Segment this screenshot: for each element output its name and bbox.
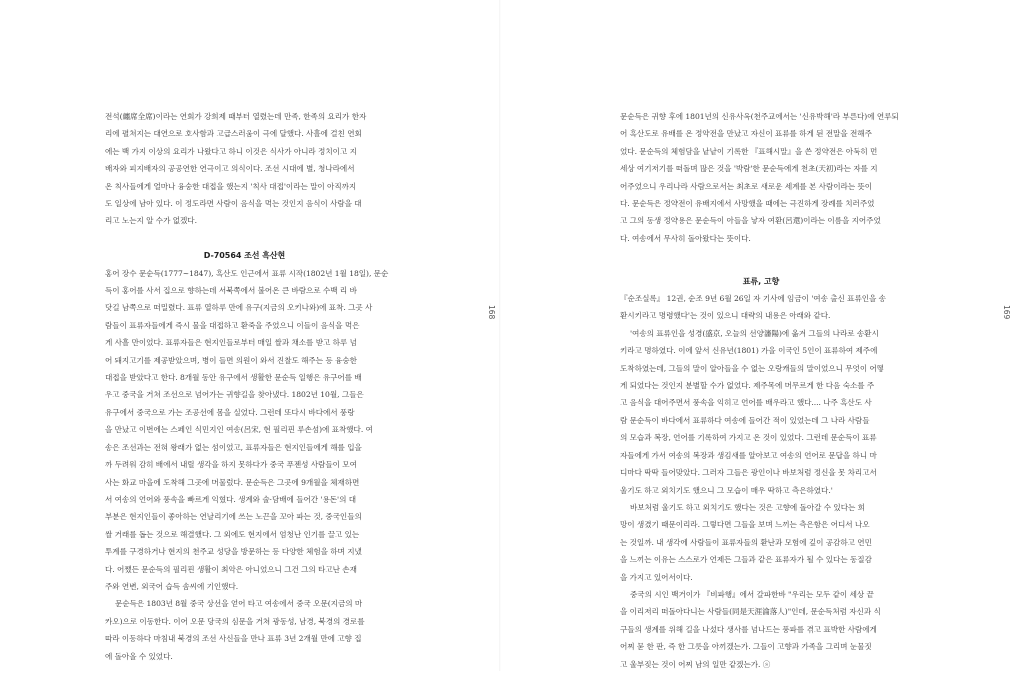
text-line: 에 돌아올 수 있었다.: [105, 651, 173, 661]
text-line: 리에 펼쳐지는 대연으로 호사함과 고급스러움이 극에 달했다. 사흘에 걸친 연회: [105, 129, 362, 139]
text-line: 문순득은 1803년 8월 중국 상선을 얻어 타고 여송에서 중국 오문(지금의 마: [115, 599, 363, 609]
text-line: 을 느끼는 이유는 스스로가 언제든 그들과 같은 표류자가 될 수 있다는 동질감: [620, 555, 872, 565]
text-line: 을 만났고 이번에는 스페인 식민지인 여송(呂宋, 현 필리핀 루손섬)에 표착했다. 여: [105, 425, 373, 435]
page-number-left: 168: [487, 305, 496, 320]
right-page: [500, 0, 1011, 671]
text-line: 고 울부짖는 것이 어찌 남의 일만 같겠는가. ⓢ: [620, 659, 771, 669]
text-line: 자들에게 가서 여송의 복장과 생김새를 알아보고 여송의 언어로 문답을 하니 마: [620, 450, 877, 460]
text-line: 세상 여기저기를 떠돌며 많은 것을 '박람'한 문순득에게 천초(天初)라는 자를 지: [620, 164, 878, 174]
page-number-right: 169: [1002, 305, 1011, 320]
text-line: 게 사흘 만이었다. 표류자들은 현지인들로부터 매일 쌀과 채소를 받고 하루 넘: [105, 338, 357, 348]
text-line: 까 두려워 감히 배에서 내릴 생각을 하지 못하다가 중국 푸젠성 사람들이 모여: [105, 460, 357, 470]
left-text-column: [105, 108, 389, 665]
text-line: 다. 여송에서 무사히 돌아왔다는 뜻이다.: [620, 233, 751, 243]
text-line: 람들이 표류자들에게 즉시 물을 대접하고 환죽을 주었으니 이들이 음식을 먹은: [105, 320, 360, 330]
text-line: 배자와 피지배자의 공공연한 연극이고 의식이다. 조선 시대에 별, 청나라에서: [105, 164, 355, 174]
text-line: 어 돼지고기를 제공받았으며, 병이 들면 의원이 와서 진찰도 해주는 등 융숭한: [105, 355, 357, 365]
text-line: 우고 중국을 거쳐 조선으로 넘어가는 귀향길을 찾아냈다. 1802년 10월, 그들은: [105, 390, 364, 400]
left-paragraph-3: [105, 595, 384, 665]
right-paragraph-1: [620, 108, 902, 247]
right-paragraph-2: [620, 290, 902, 325]
text-line: 환시키라고 명령했다'는 것이 있으니 대략의 내용은 아래와 같다.: [620, 311, 831, 321]
text-line: 득이 홍어를 사서 집으로 향하는데 서북쪽에서 불어온 큰 바람으로 수백 리 바: [105, 286, 357, 296]
text-line: 을 이리저리 떠돌아다니는 사람들(同是天涯淪落人)"인데, 문순득처럼 자신과 식: [620, 607, 881, 617]
text-line: '여송의 표류인을 성경(盛京, 오늘의 선양瀋陽)에 옮겨 그들의 나라로 송환시: [630, 328, 879, 338]
text-line: 유구에서 중국으로 가는 조공선에 몸을 실었다. 그런데 또다시 바다에서 풍랑: [105, 407, 355, 417]
text-line: 쌀 거래를 돕는 것으로 해결했다. 그 외에도 현지에서 엄청난 인기를 끌고 있는: [105, 529, 360, 539]
text-line: 어 흑산도로 유배를 온 정약전을 만났고 자신이 표류를 하게 된 전말을 전해주: [620, 129, 872, 139]
text-line: 울기도 하고 외치기도 했으니 그 모습이 매우 딱하고 측은하였다.': [620, 485, 833, 495]
text-line: 전석(纏席全席)이라는 연회가 강희제 때부터 열렸는데 만족, 한족의 요리가 한자: [105, 112, 367, 121]
text-line: 닷길 남쪽으로 떠밀렸다. 표류 열하루 만에 유구(지금의 오키나와)에 표착. 그곳 사: [105, 303, 373, 313]
text-line: 카오)으로 이동한다. 이어 오문 당국의 심문을 거쳐 광동성, 남경, 북경의 경로를: [105, 616, 365, 626]
spacer: [620, 247, 902, 264]
right-paragraph-3: [620, 325, 902, 499]
text-line: 의 모습과 복장, 언어를 기록하여 가지고 온 것이 있었다. 그런데 문순득이 표류: [620, 433, 877, 443]
text-line: 송은 조선과는 전혀 왕래가 없는 섬이었고, 표류자들은 현지인들에게 해를 입을: [105, 442, 362, 452]
left-paragraph-2: [105, 265, 389, 596]
text-line: 대접을 받았다고 한다. 8개월 동안 유구에서 생활한 문순득 일행은 유구어를 배: [105, 373, 362, 383]
section-heading: 표류, 고향: [742, 276, 780, 286]
left-page: [0, 0, 500, 671]
text-line: 문순득은 귀향 후에 1801년의 신유사옥(천주교에서는 '신유박해'라 부른다)에 연루되: [620, 112, 899, 121]
text-line: 사는 화교 마을에 도착해 그곳에 머물렀다. 문순득은 그곳에 9개월을 체재하면: [105, 477, 360, 487]
section-heading: D-70564 조선 흑산현: [203, 251, 286, 261]
right-text-column: [620, 108, 902, 673]
text-line: 었다. 문순득의 체험담을 낱낱이 기록한 『표해시말』을 쓴 정약전은 아둑히 먼: [620, 146, 878, 156]
text-line: 람 문순득이 바다에서 표류하다 여송에 들어간 적이 있었는데 그 나라 사람들: [620, 415, 870, 425]
text-line: 온 칙사들에게 얼마나 융숭한 대접을 했는지 '칙사 대접'이라는 말이 아직까지: [105, 181, 357, 191]
text-line: 에는 백 가지 이상의 요리가 나왔다고 하니 이것은 식사가 아니라 정치이고 지: [105, 146, 357, 156]
text-line: 투계를 구경하거나 현지의 천주교 성당을 방문하는 등 다양한 체험을 하며 지냈: [105, 547, 362, 557]
spacer: [105, 230, 384, 247]
spacer: [620, 265, 902, 273]
text-line: 바보처럼 울기도 하고 외치기도 했다는 것은 고향에 돌아갈 수 있다는 희: [630, 502, 865, 512]
text-line: 중국의 시인 백거이가 『비파행』에서 갈파한바 "우리는 모두 같이 세상 끝: [630, 589, 874, 599]
text-line: 부분은 현지인들이 좋아하는 연날리기에 쓰는 노끈을 꼬아 파는 것, 중국인들의: [105, 512, 362, 522]
text-line: 게 되었다는 것인지 분별할 수가 없었다. 제주목에 머무르게 한 다음 숙소를 주: [620, 381, 875, 391]
right-paragraph-4: [620, 499, 902, 586]
text-line: 도 일상에 남아 있다. 이 정도라면 사람이 음식을 먹는 것인지 음식이 사람을 대: [105, 199, 362, 209]
text-line: 주와 연변, 외국어 습득 솜씨에 기인했다.: [105, 581, 239, 591]
text-line: 리고 노는지 알 수가 없겠다.: [105, 216, 197, 226]
text-line: 따라 이동하다 마침내 북경의 조선 사신들을 만나 표류 3년 2개월 만에 고향 집: [105, 634, 362, 644]
text-line: 어찌 묻 한 판, 즉 한 그릇을 아끼겠는가. 그들이 고향과 가족을 그리며 눈물짓: [620, 642, 872, 652]
right-paragraph-5: [620, 586, 902, 673]
left-paragraph-1: [105, 108, 384, 230]
text-line: 『순조실록』 12권, 순조 9년 6월 26일 자 기사에 임금이 '여송 출신 표류인을 송: [620, 294, 886, 304]
text-line: 망이 생겼기 때문이리라. 그렇다면 그들을 보며 느끼는 측은함은 어디서 나오: [620, 520, 870, 530]
text-line: 디마다 딱딱 들어맞았다. 그러자 그들은 광인이나 바보처럼 정신을 못 차리고서: [620, 468, 877, 478]
text-line: 다. 어쨌든 문순득의 필리핀 생활이 최악은 아니었으니 그건 그의 타고난 손재: [105, 564, 357, 574]
text-line: 홍어 장수 문순득(1777~1847), 흑산도 인근에서 표류 시작(1802년 1월 18일), 문순: [105, 268, 389, 278]
text-line: 도착하였는데, 그들의 말이 알아들을 수 없는 오랑캐들의 말이었으니 무엇이 어떻: [620, 363, 885, 373]
text-line: 서 여송의 언어와 풍속을 빠르게 익혔다. 생계와 술·담배에 들어간 '용돈'의 대: [105, 494, 357, 504]
text-line: 고 그의 동생 정약용은 문순득이 아들을 낳자 여환(呂還)이라는 이름을 지어주었: [620, 216, 881, 226]
text-line: 는 것일까. 내 생각에 사람들이 표류자들의 환난과 모험에 깊이 공감하고 연민: [620, 537, 872, 547]
text-line: 어주었으니 우리나라 사람으로서는 최초로 새로운 세계를 본 사람이라는 뜻이: [620, 181, 873, 191]
text-line: 다. 문순득은 정약전이 유배지에서 사망했을 때에는 극진하게 장례를 치러주었: [620, 199, 875, 209]
text-line: 구들의 생계를 위해 길을 나섰다 생사를 넘나드는 풍파를 겪고 표박한 사람에게: [620, 624, 877, 634]
text-line: 을 가지고 있어서이다.: [620, 572, 693, 582]
text-line: 키라고 명하였다. 이에 앞서 신유년(1801) 가을 이국인 5인이 표류하여 제주에: [620, 346, 878, 356]
text-line: 고 음식을 대어주면서 풍속을 익히고 언어를 배우라고 했다.... 나주 흑산도 사: [620, 398, 872, 408]
